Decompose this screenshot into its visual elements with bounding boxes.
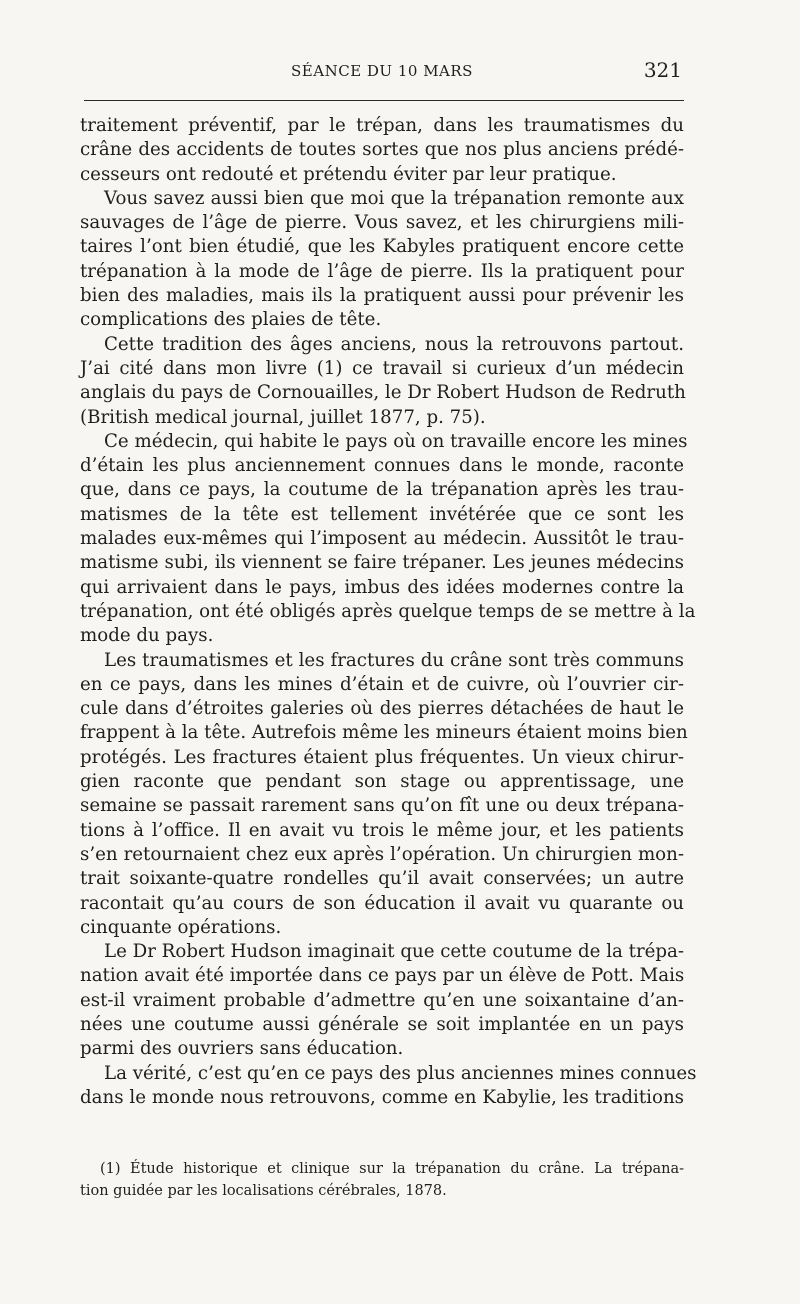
text-line: sauvages de l’âge de pierre. Vous savez, et les chirurgiens mili- [80, 212, 684, 234]
running-title: SÉANCE DU 10 MARS [291, 62, 473, 80]
text-line: que, dans ce pays, la coutume de la trépanation après les trau- [80, 479, 684, 501]
text-line: Les traumatismes et les fractures du crâne sont très communs [104, 649, 684, 671]
text-line: bien des maladies, mais ils la pratiquent aussi pour prévenir les [80, 285, 684, 307]
footnotes [80, 1158, 684, 1202]
footnote-line: (1) Étude historique et clinique sur la trépanation du crâne. La trépana- [100, 1161, 684, 1177]
text-line: taires l’ont bien étudié, que les Kabyles pratiquent encore cette [80, 236, 684, 258]
text-line: mode du pays. [80, 625, 214, 647]
text-line: matisme subi, ils viennent se faire trépaner. Les jeunes médecins [80, 552, 684, 574]
text-line: d’étain les plus anciennement connues dans le monde, raconte [80, 455, 684, 477]
text-line: trépanation à la mode de l’âge de pierre. Ils la pratiquent pour [80, 260, 684, 282]
text-line: trépanation, ont été obligés après quelque temps de se mettre à la [80, 600, 696, 622]
text-line: (British medical journal, juillet 1877, p. 75). [80, 406, 486, 428]
text-line: crâne des accidents de toutes sortes que nos plus anciens prédé- [80, 139, 684, 161]
text-line: traitement préventif, par le trépan, dans les traumatismes du [80, 115, 684, 136]
text-line: dans le monde nous retrouvons, comme en Kabylie, les traditions [80, 1086, 684, 1108]
text-line: tions à l’office. Il en avait vu trois le même jour, et les patients [80, 819, 684, 841]
text-line: cinquante opérations. [80, 916, 282, 938]
text-line: s’en retournaient chez eux après l’opération. Un chirurgien mon- [80, 843, 684, 865]
header-rule [84, 100, 684, 101]
text-line: est-il vraiment probable d’admettre qu’en une soixantaine d’an- [80, 989, 684, 1011]
text-line: trait soixante-quatre rondelles qu’il avait conservées; un autre [80, 868, 684, 890]
text-line: La vérité, c’est qu’en ce pays des plus anciennes mines connues [104, 1062, 697, 1084]
text-line: complications des plaies de tête. [80, 309, 382, 331]
text-line: matismes de la tête est tellement invétérée que ce sont les [80, 503, 684, 525]
text-line: qui arrivaient dans le pays, imbus des idées modernes contre la [80, 576, 684, 598]
text-line: en ce pays, dans les mines d’étain et de cuivre, où l’ouvrier cir- [80, 673, 684, 695]
text-line: parmi des ouvriers sans éducation. [80, 1038, 404, 1060]
text-line: nées une coutume aussi générale se soit implantée en un pays [80, 1013, 684, 1035]
text-line: cule dans d’étroites galeries où des pierres détachées de haut le [80, 698, 684, 720]
text-line: Le Dr Robert Hudson imaginait que cette coutume de la trépa- [104, 941, 685, 963]
running-head [80, 58, 684, 88]
text-line: protégés. Les fractures étaient plus fréquentes. Un vieux chirur- [80, 746, 684, 768]
text-line: nation avait été importée dans ce pays par un élève de Pott. Mais [80, 965, 685, 987]
text-line: Vous savez aussi bien que moi que la trépanation remonte aux [104, 187, 684, 209]
text-line: semaine se passait rarement sans qu’on fît une ou deux trépana- [80, 795, 684, 817]
text-line: frappent à la tête. Autrefois même les mineurs étaient moins bien [80, 722, 688, 744]
body-text [80, 114, 697, 1110]
text-line: gien raconte que pendant son stage ou apprentissage, une [80, 771, 684, 793]
text-line: Ce médecin, qui habite le pays où on travaille encore les mines [104, 430, 688, 452]
text-line: racontait qu’au cours de son éducation il avait vu quarante ou [80, 892, 684, 914]
text-line: cesseurs ont redouté et prétendu éviter par leur pratique. [80, 163, 617, 185]
text-line: malades eux-mêmes qui l’imposent au médecin. Aussitôt le trau- [80, 528, 684, 550]
text-line: Cette tradition des âges anciens, nous la retrouvons partout. [104, 333, 684, 355]
text-line: anglais du pays de Cornouailles, le Dr Robert Hudson de Redruth [80, 382, 686, 404]
text-line: J’ai cité dans mon livre (1) ce travail si curieux d’un médecin [80, 357, 684, 379]
page-number: 321 [643, 58, 682, 82]
footnote-line: tion guidée par les localisations cérébrales, 1878. [80, 1183, 447, 1199]
